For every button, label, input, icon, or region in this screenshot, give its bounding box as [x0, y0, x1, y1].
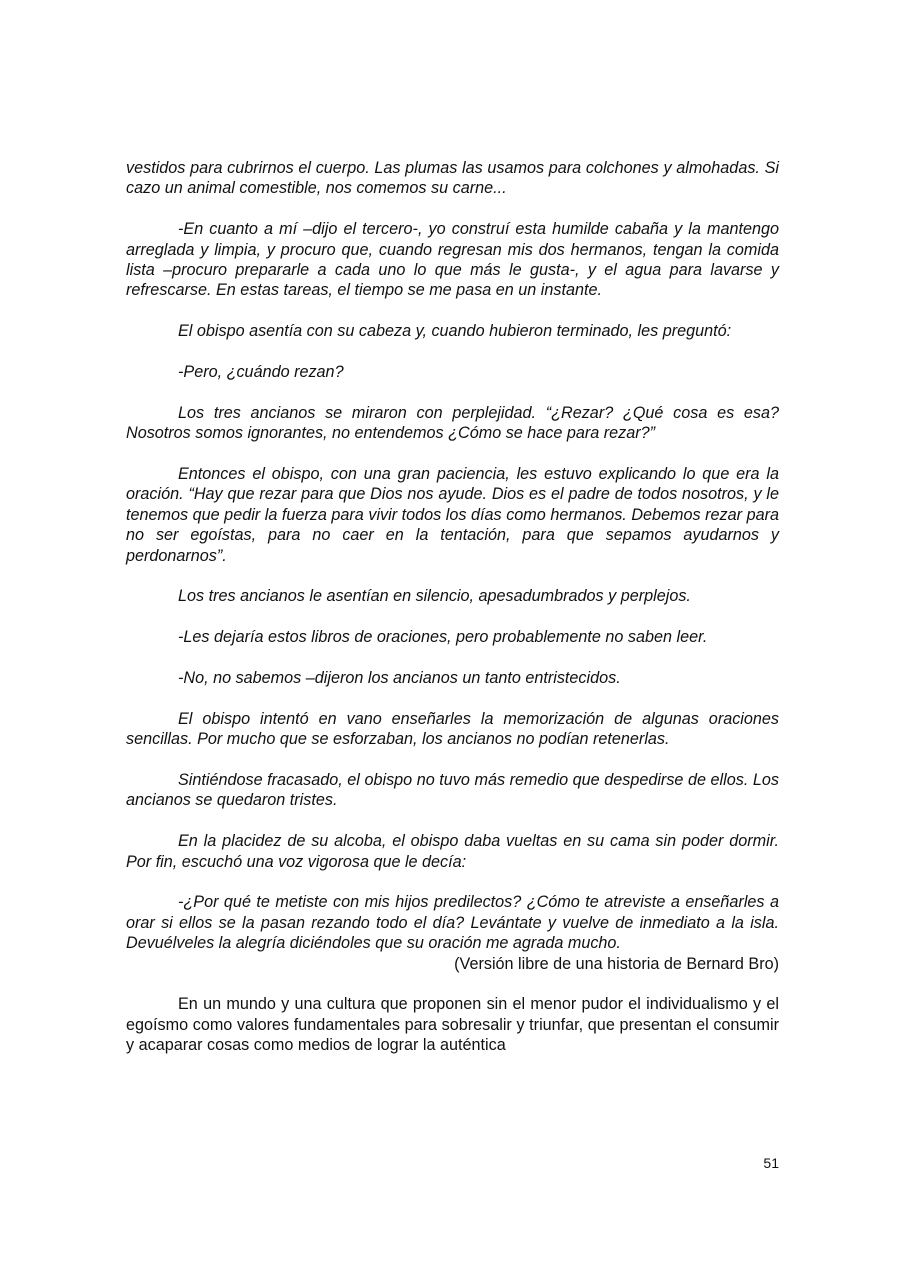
attribution: (Versión libre de una historia de Bernard Bro) — [454, 954, 779, 973]
page-body — [126, 158, 779, 1076]
paragraph-closing: En un mundo y una cultura que proponen sin el menor pudor el individualismo y el egoísmo como valores fundamentales para sobresalir y triunfar, que presentan el consumir y acaparar cosas como medios de lograr la auténtica — [126, 995, 779, 1055]
paragraph-memorization: El obispo intentó en vano enseñarles la memorización de algunas oraciones sencillas. Por mucho que se esforzaban, los ancianos no podían retenerlas. — [126, 709, 779, 749]
paragraph-third-brother: -En cuanto a mí –dijo el tercero-, yo construí esta humilde cabaña y la mantengo arreglada y limpia, y procuro que, cuando regresan mis dos hermanos, tengan la comida lista –procuro prepararle a cada uno lo que más le gusta-, y el agua para lavarse y refrescarse. En estas tareas, el tiempo se me pasa en un instante. — [126, 220, 779, 300]
paragraph-farewell: Sintiéndose fracasado, el obispo no tuvo más remedio que despedirse de ellos. Los ancianos se quedaron tristes. — [126, 771, 779, 810]
page-number: 51 — [763, 1155, 779, 1171]
paragraph-when-pray: -Pero, ¿cuándo rezan? — [178, 363, 344, 382]
paragraph-books: -Les dejaría estos libros de oraciones, pero probablemente no saben leer. — [178, 628, 708, 647]
paragraph-cannot-read: -No, no sabemos –dijeron los ancianos un tanto entristecidos. — [178, 669, 621, 688]
paragraph-perplexity: Los tres ancianos se miraron con perplejidad. “¿Rezar? ¿Qué cosa es esa? Nosotros somos ignorantes, no entendemos ¿Cómo se hace para rezar?” — [126, 403, 779, 443]
paragraph-silence: Los tres ancianos le asentían en silencio, apesadumbrados y perplejos. — [178, 587, 691, 606]
paragraph-bishop-asks: El obispo asentía con su cabeza y, cuando hubieron terminado, les preguntó: — [178, 322, 732, 341]
paragraph-voice: -¿Por qué te metiste con mis hijos predilectos? ¿Cómo te atreviste a enseñarles a orar si ellos se la pasan rezando todo el día? Levántate y vuelve de inmediato a la isla. Devuélveles la alegría diciéndoles que su oración me agrada mucho. — [126, 893, 779, 953]
paragraph-alcove: En la placidez de su alcoba, el obispo daba vueltas en su cama sin poder dormir. Por fin, escuchó una voz vigorosa que le decía: — [126, 832, 779, 871]
paragraph-continuation: vestidos para cubrirnos el cuerpo. Las plumas las usamos para colchones y almohadas. Si cazo un animal comestible, nos comemos su carne... — [126, 159, 779, 198]
paragraph-explanation: Entonces el obispo, con una gran paciencia, les estuvo explicando lo que era la oración. “Hay que rezar para que Dios nos ayude. Dios es el padre de todos nosotros, y le tenemos que pedir la fuerza para vivir todos los días como hermanos. Debemos rezar para no ser egoístas, para no caer en la tentación, para que sepamos ayudarnos y perdonarnos”. — [126, 465, 779, 565]
